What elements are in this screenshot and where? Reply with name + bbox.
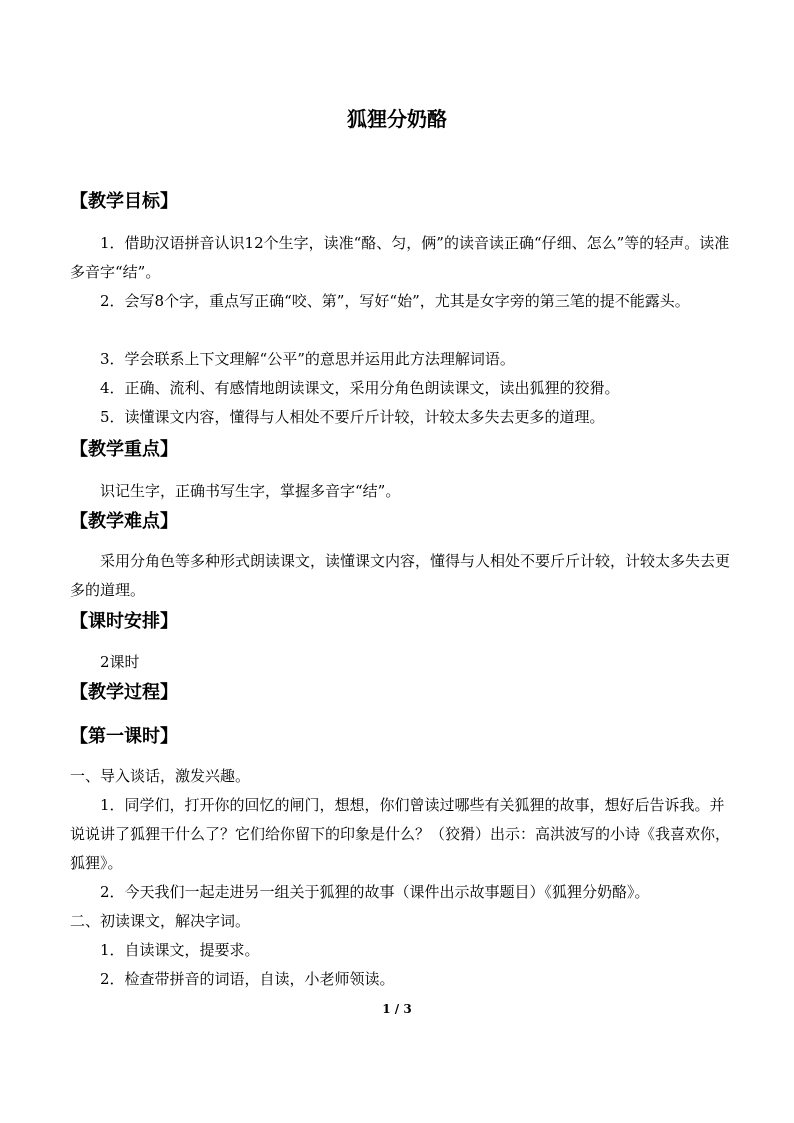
- lesson1-part2-item-1: 1．自读课文，提要求。: [100, 941, 260, 959]
- heading-objectives: 【教学目标】: [70, 191, 178, 212]
- objective-item-1: 1．借助汉语拼音认识12个生字，读准“酪、匀，俩”的读音读正确“仔细、怎么”等的轻声。读准多音字“结”。: [70, 234, 730, 281]
- key-points-text: 识记生字，正确书写生字，掌握多音字“结”。: [100, 482, 401, 500]
- lesson1-part2-title: 二、初读课文，解决字词。: [70, 912, 251, 930]
- objective-item-4: 4．正确、流利、有感情地朗读课文，采用分角色朗读课文，读出狐狸的狡猾。: [100, 379, 620, 397]
- heading-key-points: 【教学重点】: [70, 439, 178, 460]
- lesson1-part1-item-2: 2．今天我们一起走进另一组关于狐狸的故事（课件出示故事题目）《狐狸分奶酪》。: [100, 883, 650, 901]
- heading-schedule: 【课时安排】: [70, 611, 178, 632]
- objective-item-2: 2．会写8个字，重点写正确“咬、第”，写好“始”，尤其是女字旁的第三笔的提不能露头。: [100, 292, 690, 310]
- heading-lesson-1: 【第一课时】: [70, 726, 178, 747]
- document-title: 狐狸分奶酪: [347, 107, 447, 131]
- heading-process: 【教学过程】: [70, 682, 178, 703]
- lesson1-part2-item-2: 2．检查带拼音的词语，自读，小老师领读。: [100, 970, 395, 988]
- page-number: 1 / 3: [382, 1002, 412, 1016]
- lesson1-part1-item-1: 1．同学们，打开你的回忆的闸门，想想，你们曾读过哪些有关狐狸的故事，想好后告诉我。并说说讲了狐狸干什么了？它们给你留下的印象是什么？（狡猾）出示：高洪波写的小诗《我喜欢你，狐狸》。: [70, 796, 731, 872]
- objective-item-3: 3．学会联系上下文理解“公平”的意思并运用此方法理解词语。: [100, 350, 515, 368]
- schedule-text: 2课时: [100, 653, 140, 671]
- heading-difficulties: 【教学难点】: [70, 511, 178, 532]
- difficulties-text: 采用分角色等多种形式朗读课文，读懂课文内容，懂得与人相处不要斤斤计较，计较太多失去更多的道理。: [70, 552, 731, 599]
- objective-item-5: 5．读懂课文内容，懂得与人相处不要斤斤计较，计较太多失去更多的道理。: [100, 408, 605, 426]
- lesson1-part1-title: 一、导入谈话，激发兴趣。: [70, 767, 251, 785]
